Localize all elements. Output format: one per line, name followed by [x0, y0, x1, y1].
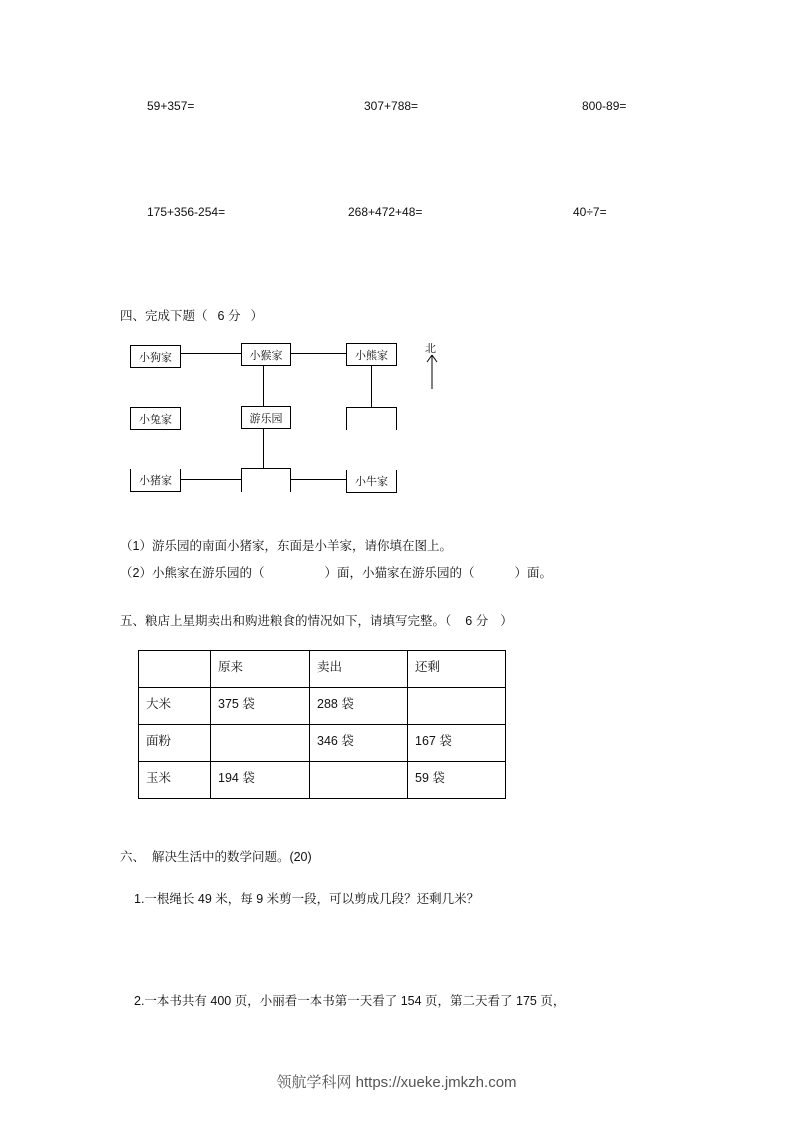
table-cell: 346 袋: [310, 725, 408, 762]
map-path: [291, 353, 346, 354]
table-row: [139, 688, 506, 725]
section4-title: [120, 306, 263, 324]
section-title-suffix: ）: [500, 614, 513, 628]
map-path: [263, 429, 264, 468]
map-box-blank-south: [241, 468, 291, 492]
calc-item: 307+788=: [364, 99, 419, 113]
table-cell: 玉米: [139, 762, 211, 799]
table-header-row: [139, 651, 506, 688]
map-box-pig: 小猪家: [130, 469, 181, 492]
table-cell-blank[interactable]: [211, 725, 310, 762]
question-2-part-b: ）面，小猫家在游乐园的（: [324, 566, 475, 580]
calc-item: 268+472+48=: [348, 205, 423, 219]
calc-item: 175+356-254=: [147, 205, 226, 219]
map-path: [291, 479, 346, 480]
table-cell: 375 袋: [211, 688, 310, 725]
table-cell-blank[interactable]: [310, 762, 408, 799]
section-score: 6 分: [465, 614, 489, 628]
table-row: [139, 725, 506, 762]
table-cell: 194 袋: [211, 762, 310, 799]
table-cell: 面粉: [139, 725, 211, 762]
table-header-cell: 卖出: [310, 651, 408, 688]
table-header-cell: 原来: [211, 651, 310, 688]
table-cell: 大米: [139, 688, 211, 725]
north-label: 北: [425, 343, 436, 355]
question-1: （1）游乐园的南面小猪家，东面是小羊家，请你填在图上。: [120, 539, 452, 553]
table-cell: 59 袋: [408, 762, 506, 799]
map-path: [371, 366, 372, 407]
section-score: 6 分: [217, 309, 241, 323]
map-box-bear: 小熊家: [346, 343, 397, 366]
table-cell-blank[interactable]: [408, 688, 506, 725]
question-2-part-c: ）面。: [514, 566, 552, 580]
section5-title: [120, 611, 513, 629]
map-path: [181, 353, 241, 354]
map-box-blank-east: [346, 407, 397, 430]
table-header-cell: [139, 651, 211, 688]
section6-title: 六、 解决生活中的数学问题。(20): [120, 850, 312, 864]
table-header-cell: 还剩: [408, 651, 506, 688]
calc-item: 40÷7=: [573, 205, 607, 219]
grain-table: [138, 650, 506, 799]
calc-item: 800-89=: [582, 99, 627, 113]
map-path: [263, 366, 264, 406]
footer-watermark: 领航学科网 https://xueke.jmkzh.com: [276, 1074, 517, 1091]
question-2-part-a: （2）小熊家在游乐园的（: [120, 566, 265, 580]
table-cell: 288 袋: [310, 688, 408, 725]
problem-2: 2.一本书共有 400 页，小丽看一本书第一天看了 154 页，第二天看了 175 页，: [134, 994, 566, 1008]
map-path: [181, 479, 241, 480]
table-cell: 167 袋: [408, 725, 506, 762]
problem-1: 1.一根绳长 49 米，每 9 米剪一段，可以剪成几段？还剩几米？: [134, 892, 480, 906]
map-box-cow: 小牛家: [346, 470, 397, 493]
section-title-suffix: ）: [250, 309, 263, 323]
table-row: [139, 762, 506, 799]
map-box-rabbit: 小兔家: [130, 407, 181, 430]
map-box-park: 游乐园: [241, 406, 291, 429]
calc-item: 59+357=: [147, 99, 195, 113]
question-2: [120, 563, 552, 581]
map-box-puppy: 小狗家: [130, 345, 181, 368]
section-title-prefix: 四、完成下题（: [120, 309, 208, 323]
map-box-monkey: 小猴家: [241, 343, 291, 366]
north-arrow-icon: [425, 352, 439, 390]
section-title-prefix: 五、粮店上星期卖出和购进粮食的情况如下，请填写完整。（: [120, 614, 452, 628]
